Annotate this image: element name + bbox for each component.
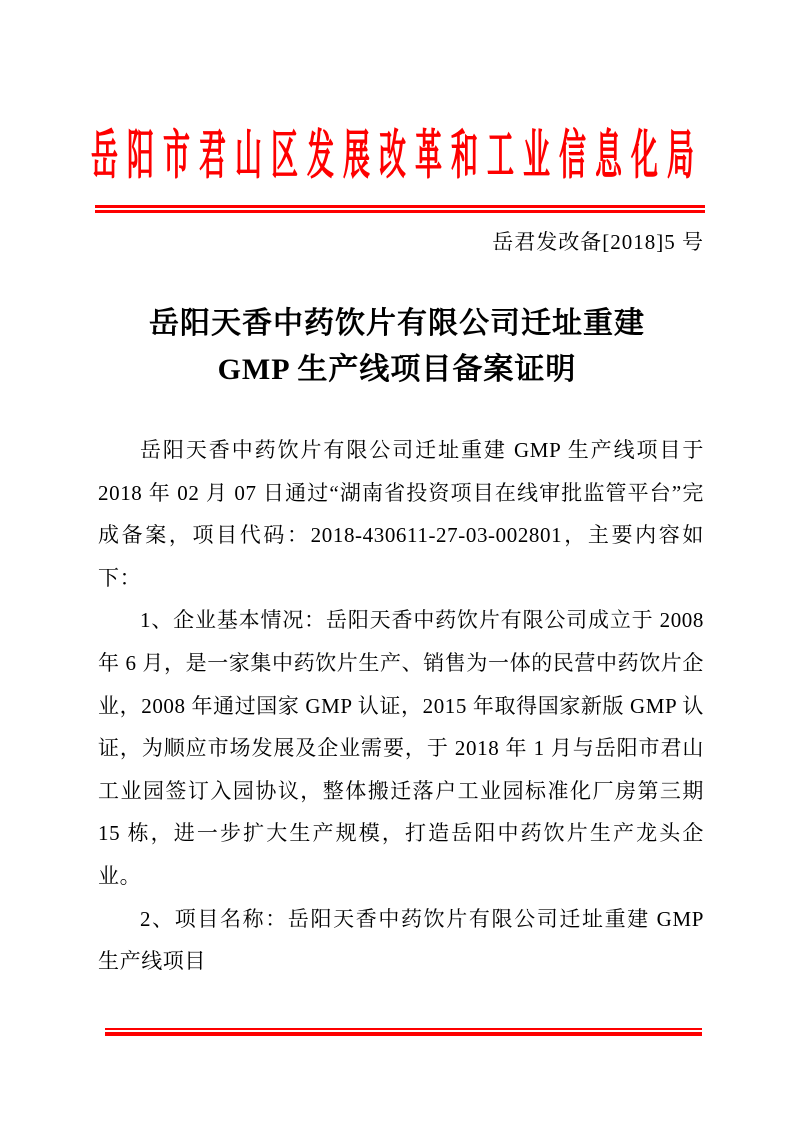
letterhead — [0, 126, 794, 185]
paragraph-company-profile: 1、企业基本情况：岳阳天香中药饮片有限公司成立于 2008 年 6 月，是一家集中药饮片生产、销售为一体的民营中药饮片企业，2008 年通过国家 GMP 认证，2015 年取得国家新版 GMP 认证，为顺应市场发展及企业需要，于 2018 年 1 月与岳阳市君山工业园签订入园协议，整体搬迁落户工业园标准化厂房第三期 15 栋，进一步扩大生产规模，打造岳阳中药饮片生产龙头企业。 — [98, 608, 704, 888]
document-title-line-1: 岳阳天香中药饮片有限公司迁址重建 — [149, 307, 645, 340]
document-title-line-2: GMP 生产线项目备案证明 — [217, 353, 577, 386]
footer-divider — [105, 1028, 702, 1036]
paragraph-intro: 岳阳天香中药饮片有限公司迁址重建 GMP 生产线项目于 2018 年 02 月 07 日通过“湖南省投资项目在线审批监管平台”完成备案，项目代码：2018-430611-27-03-002801，主要内容如下： — [98, 438, 704, 590]
document-body — [98, 429, 704, 983]
document-number: 岳君发改备[2018]5 号 — [492, 230, 704, 254]
header-divider — [95, 205, 705, 213]
document-title — [0, 301, 794, 393]
footer-divider-bottom-line — [105, 1032, 702, 1036]
header-divider-bottom-line — [95, 210, 705, 213]
agency-name: 岳阳市君山区发展改革和工业信息化局 — [91, 126, 703, 185]
paragraph-project-name: 2、项目名称：岳阳天香中药饮片有限公司迁址重建 GMP 生产线项目 — [98, 906, 704, 974]
